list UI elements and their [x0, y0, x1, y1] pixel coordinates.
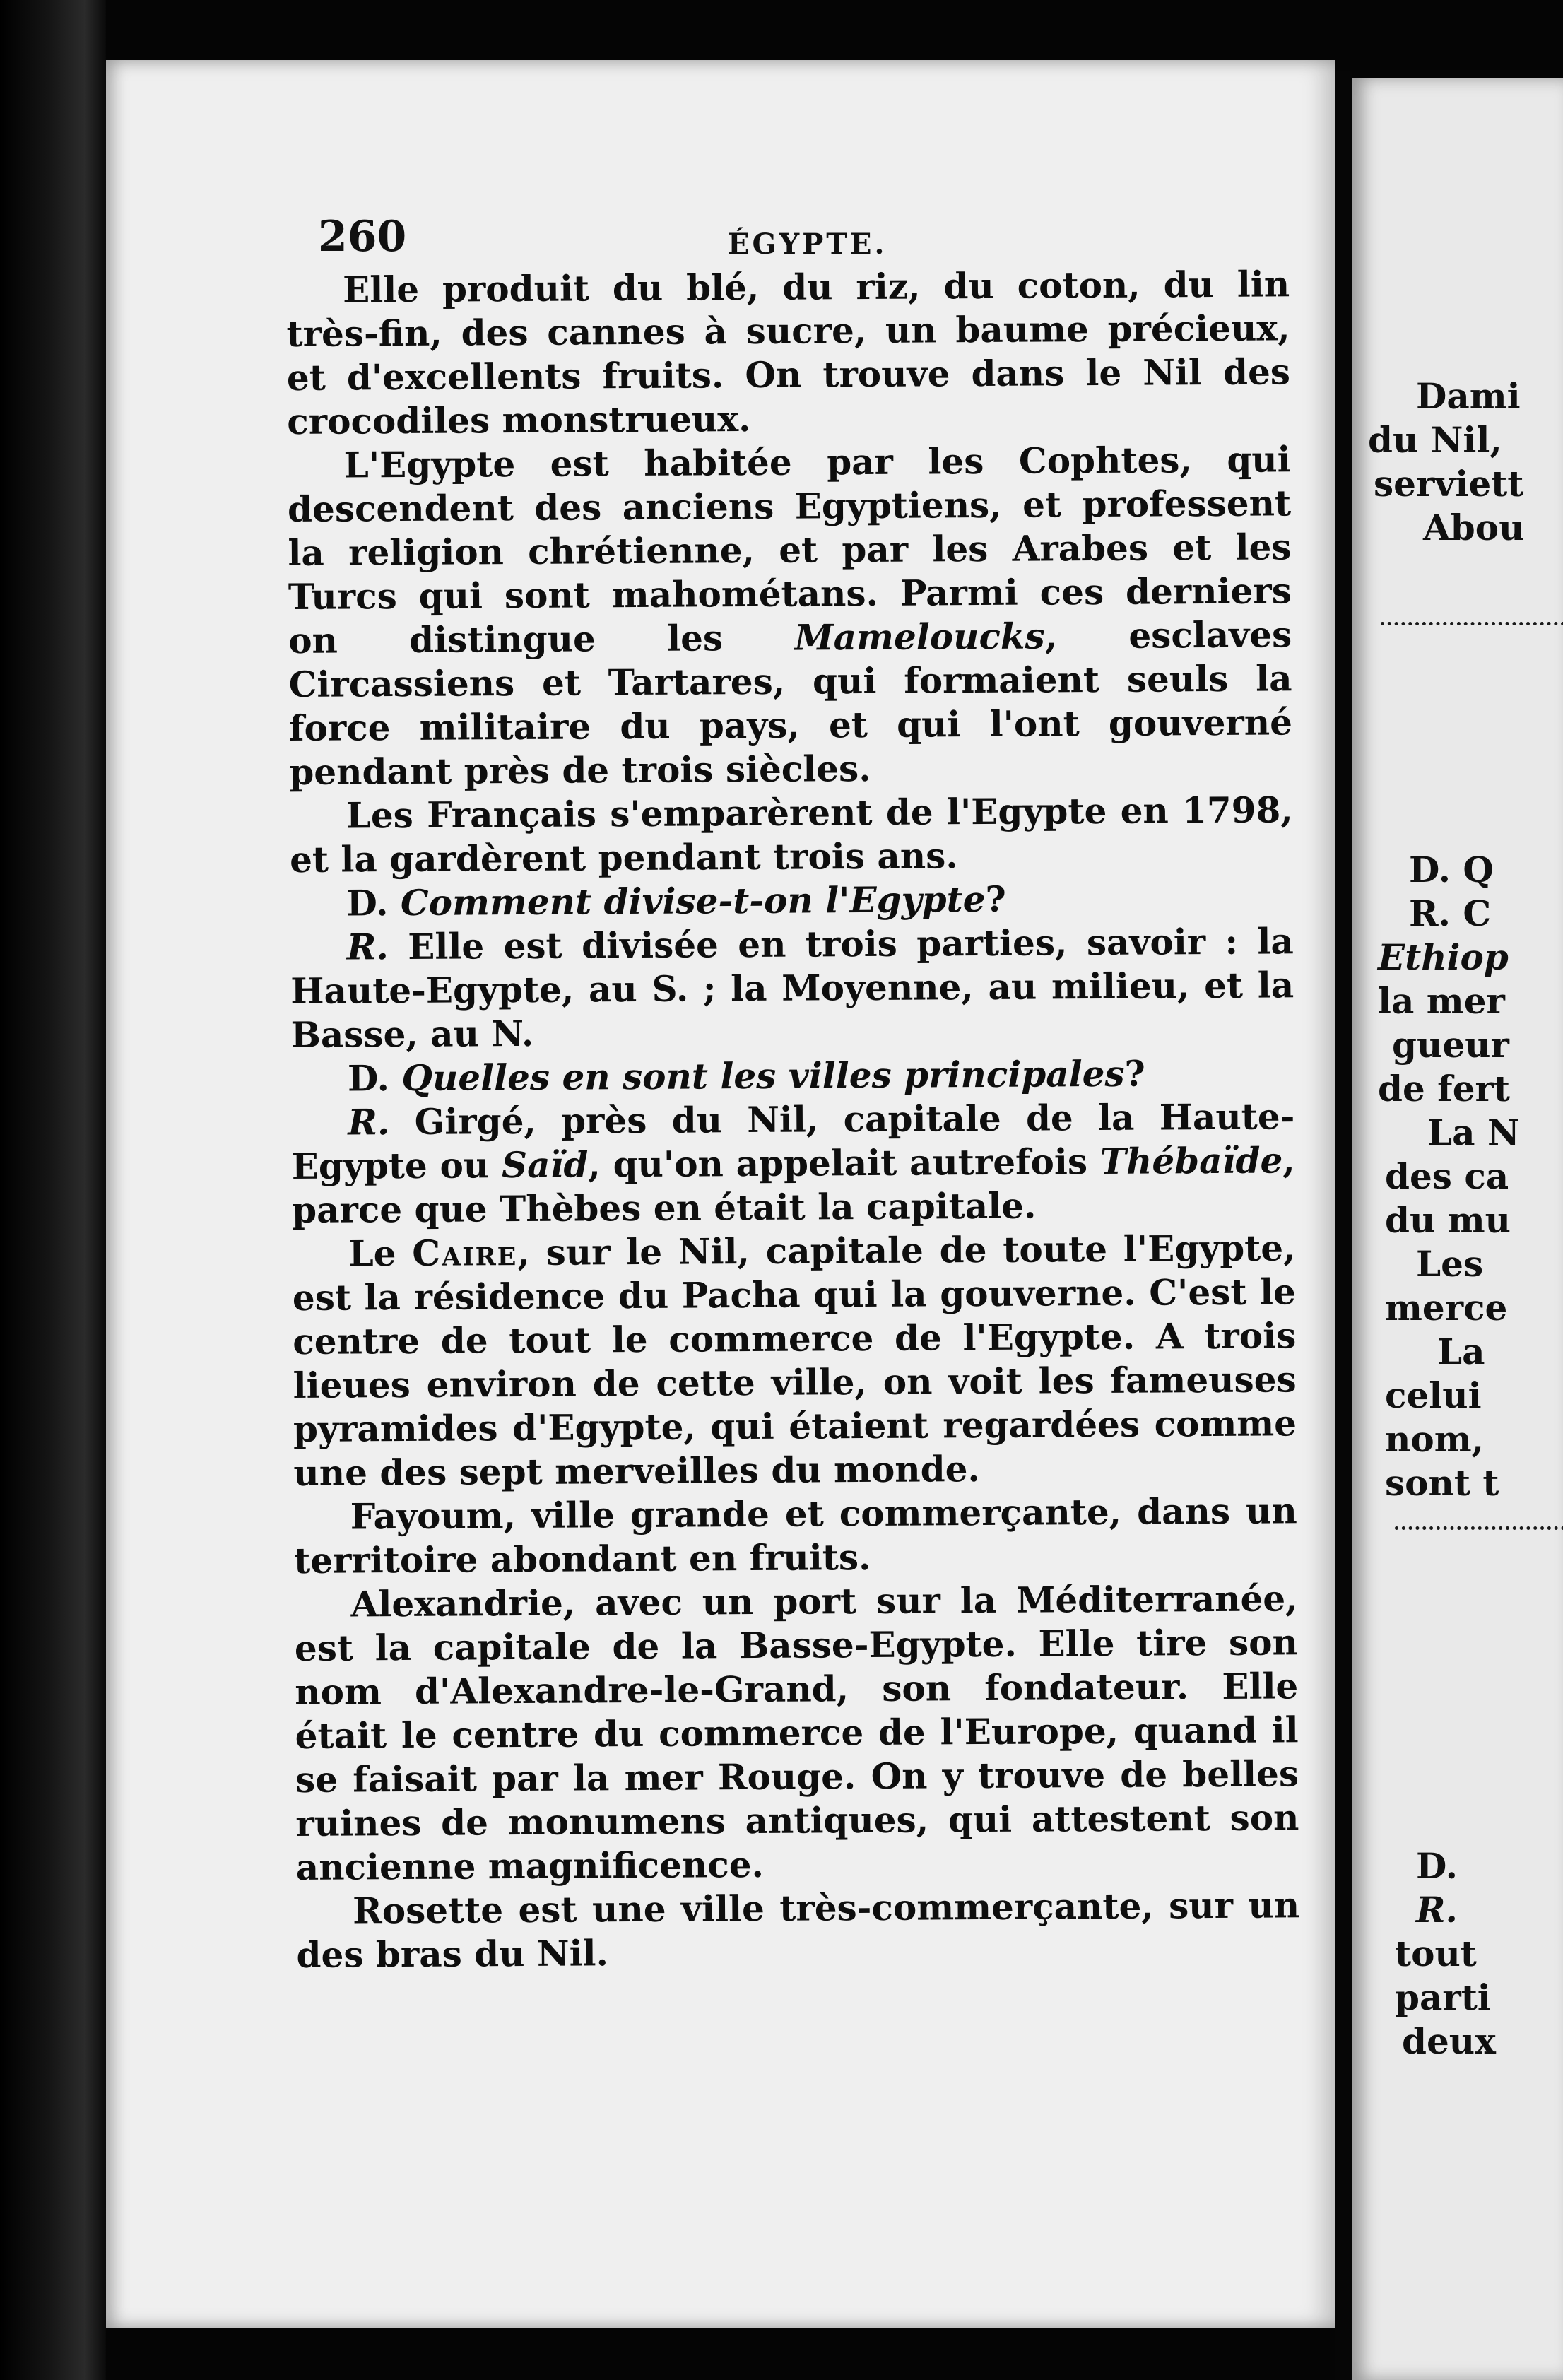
text-run: D.	[346, 882, 401, 924]
text-run: ?	[985, 878, 1006, 920]
facing-page-line: Les	[1416, 1243, 1484, 1285]
book-binding	[0, 0, 106, 2380]
facing-page-rule	[1395, 1526, 1563, 1530]
text-run: Elle produit du blé, du riz, du coton, du lin très-fin, des cannes à sucre, un baume précieux, et d'excellents fruits. On trouve dans le Nil des crocodiles monstrueux.	[286, 263, 1291, 442]
text-run: , sur le Nil, capitale de toute l'Egypte, est la résidence du Pacha qui la gouverne. C'est le centre de tout le commerce de l'Egypte. A trois lieues environ de cette ville, on voit les fameuses pyramides d'Egypte, qui étaient regardées comme une des sept merveilles du monde.	[292, 1227, 1297, 1494]
page-number: 260	[318, 212, 407, 261]
text-run: Le	[348, 1232, 413, 1275]
paragraph	[288, 437, 1293, 794]
facing-page-line: des ca	[1385, 1155, 1509, 1197]
paragraph	[290, 876, 1293, 926]
text-run: , parce que Thèbes en était la capitale.	[291, 1139, 1295, 1231]
facing-page-line: merce	[1385, 1287, 1508, 1329]
facing-page-line: de fert	[1378, 1068, 1510, 1109]
facing-page-line: D. Q	[1409, 849, 1494, 890]
italic-text: R.	[346, 926, 389, 968]
facing-page-rule	[1381, 622, 1563, 625]
text-run: Caire	[412, 1232, 518, 1274]
facing-page-line: R. C	[1409, 892, 1492, 934]
paragraph	[294, 1489, 1298, 1583]
paragraph	[296, 1883, 1300, 1977]
paragraph	[286, 262, 1290, 444]
italic-text: R.	[348, 1101, 390, 1143]
facing-page-line: R.	[1416, 1889, 1458, 1931]
text-run: L'Egypte est habitée par les Cophtes, qui descendent des anciens Egyptiens, et professent la religion chrétienne, et par les Arabes et les Turcs qui sont mahométans. Parmi ces derniers on distingue les	[287, 438, 1292, 661]
running-head	[318, 212, 1272, 269]
text-run: Fayoum, ville grande et commerçante, dans un territoire abondant en fruits.	[293, 1490, 1297, 1581]
facing-page-line: Ethiop	[1378, 936, 1509, 978]
text-run: ?	[1124, 1052, 1146, 1095]
text-run: Les Français s'emparèrent de l'Egypte en 1798, et la gardèrent pendant trois ans.	[289, 789, 1293, 880]
section-title: ÉGYPTE.	[728, 228, 887, 261]
facing-page-line: gueur	[1392, 1024, 1509, 1066]
paragraph	[294, 1577, 1299, 1890]
italic-text: Saïd	[501, 1143, 589, 1186]
facing-page-line: Dami	[1416, 375, 1521, 417]
facing-page-line: celui	[1385, 1374, 1482, 1416]
text-run: Rosette est une ville très-commerçante, sur un des bras du Nil.	[296, 1884, 1300, 1976]
facing-page-line: du mu	[1385, 1199, 1511, 1241]
italic-text: Thébaïde	[1099, 1139, 1283, 1182]
facing-page-line: sont t	[1385, 1462, 1499, 1504]
facing-page-line: du Nil,	[1368, 419, 1502, 461]
paragraph	[290, 919, 1294, 1057]
facing-page-line: la mer	[1378, 980, 1505, 1022]
paragraph	[292, 1226, 1297, 1495]
facing-page-line: deux	[1402, 2020, 1496, 2062]
facing-page	[1352, 78, 1563, 2380]
facing-page-line: serviett	[1374, 463, 1524, 505]
text-run: Alexandrie, avec un port sur la Méditerranée, est la capitale de la Basse-Egypte. Elle tire son nom d'Alexandre-le-Grand, son fondateur. Elle était le centre du commerce de l'Europe, quand il se faisait par la mer Rouge. On y trouve de belles ruines de monumens antiques, qui attestent son ancienne magnificence.	[294, 1577, 1299, 1888]
text-run: Elle est divisée en trois parties, savoir : la Haute-Egypte, au S. ; la Moyenne, au milieu, et la Basse, au N.	[290, 920, 1294, 1056]
text-run: , esclaves Circassiens et Tartares, qui formaient seuls la force militaire du pays, et qui l'ont gouverné pendant près de trois siècles.	[288, 613, 1293, 793]
paragraph	[291, 1051, 1294, 1101]
facing-page-line: nom,	[1385, 1418, 1485, 1460]
facing-page-line: parti	[1395, 1977, 1491, 2018]
facing-page-text	[1352, 78, 1563, 2380]
facing-page-line: La N	[1427, 1112, 1520, 1153]
facing-page-line: tout	[1395, 1933, 1477, 1974]
body-text	[286, 262, 1300, 1977]
text-run: D.	[347, 1057, 402, 1100]
paragraph	[291, 1095, 1295, 1232]
italic-text: Comment divise-t-on l'Egypte	[400, 878, 986, 924]
facing-page-line: La	[1437, 1331, 1485, 1372]
page-gutter	[1335, 71, 1352, 2380]
facing-page-line: Abou	[1423, 507, 1525, 548]
italic-text: Mameloucks	[794, 615, 1045, 659]
paragraph	[290, 788, 1294, 882]
text-run: , qu'on appelait autrefois	[588, 1140, 1100, 1186]
text-run: Girgé, près du Nil, capitale de la Haute-Egypte ou	[291, 1095, 1295, 1187]
facing-page-line: D.	[1416, 1845, 1458, 1887]
italic-text: Quelles en sont les villes principales	[401, 1052, 1125, 1100]
